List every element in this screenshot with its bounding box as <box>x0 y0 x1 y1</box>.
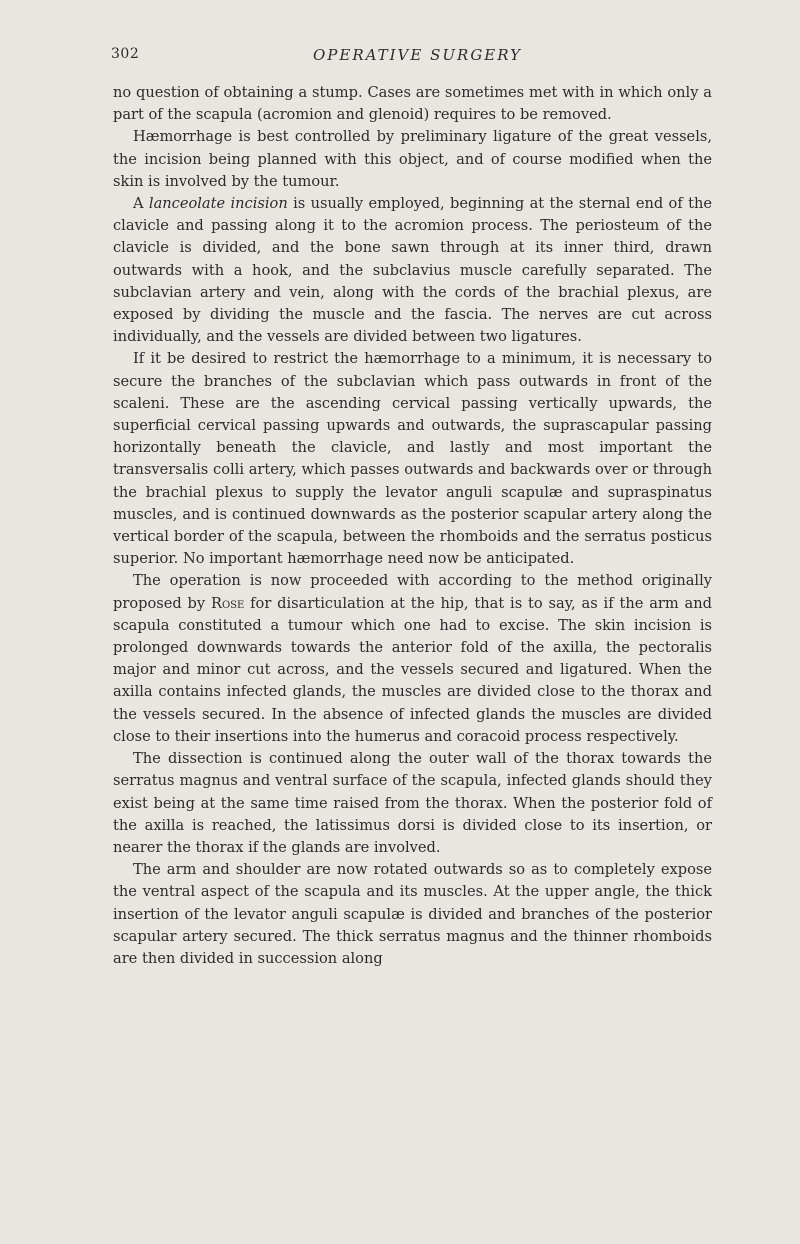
paragraph-6: The dissection is continued along the outer wall of the thorax towards the serratus magnus and ventral surface of the scapula, infected glands should they exist being at the same time raised from the thorax. When the posterior fold of the axilla is reached, the latissimus dorsi is divided close to its insertion, or nearer the thorax if the glands are involved. <box>113 750 712 856</box>
paragraph-3-article: A <box>133 195 144 213</box>
paragraph-7: The arm and shoulder are now rotated outwards so as to completely expose the ventral aspect of the scapula and its muscles. At the upper angle, the thick insertion of the levator anguli scapulæ is divided and branches of the posterior scapular artery secured. The thick serratus magnus and the thinner rhomboids are then divided in succession along <box>113 861 712 967</box>
paragraph-2: Hæmorrhage is best controlled by preliminary ligature of the great vessels, the incision being planned with this object, and of course modified when the skin is involved by the tumour. <box>113 128 712 190</box>
author-name-rose: Rose <box>210 594 245 612</box>
paragraph-3-rest: is usually employed, beginning at the sternal end of the clavicle and passing along it to the acromion process. The periosteum of the clavicle is divided, and the bone sawn through at its inner third, drawn outwards with a hook, and the subclavius muscle carefully separated. The subclavian artery and vein, along with the cords of the brachial plexus, are exposed by dividing the muscle and the fascia. The nerves are cut across individually, and the vessels are divided between two ligatures. <box>113 195 713 346</box>
paragraph-5-before: The operation is now proceeded with according to the method originally proposed by <box>113 572 712 612</box>
lanceolate-incision-term: lanceolate incision <box>148 195 288 213</box>
paragraph-3 <box>113 193 712 348</box>
paragraph-5-after: for disarticulation at the hip, that is to say, as if the arm and scapula constituted a tumour which one had to excise. The skin incision is prolonged downwards towards the anterior fold of the axilla, the pectoralis major and minor cut across, and the vessels secured and ligatured. When the axilla contains infected glands, the muscles are divided close to the thorax and the vessels secured. In the absence of infected glands the muscles are divided close to their insertions into the humerus and coracoid process respectively. <box>113 594 712 745</box>
paragraph-1: no question of obtaining a stump. Cases are sometimes met with in which only a part of the scapula (acromion and glenoid) requires to be removed. <box>113 84 712 124</box>
body-text <box>113 82 712 970</box>
running-title: OPERATIVE SURGERY <box>312 46 522 64</box>
paragraph-4: If it be desired to restrict the hæmorrhage to a minimum, it is necessary to secure the branches of the subclavian which pass outwards in front of the scaleni. These are the ascending cervical passing vertically upwards, the superficial cervical passing upwards and outwards, the suprascapular passing horizontally beneath the clavicle, and lastly and most important the transversalis colli artery, which passes outwards and backwards over or through the brachial plexus to supply the levator anguli scapulæ and supraspinatus muscles, and is continued downwards as the posterior scapular artery along the vertical border of the scapula, between the rhomboids and the serratus posticus superior. No important hæmorrhage need now be anticipated. <box>113 350 712 568</box>
page-number: 302 <box>111 46 140 62</box>
paragraph-5 <box>113 570 712 748</box>
running-head <box>113 46 712 72</box>
